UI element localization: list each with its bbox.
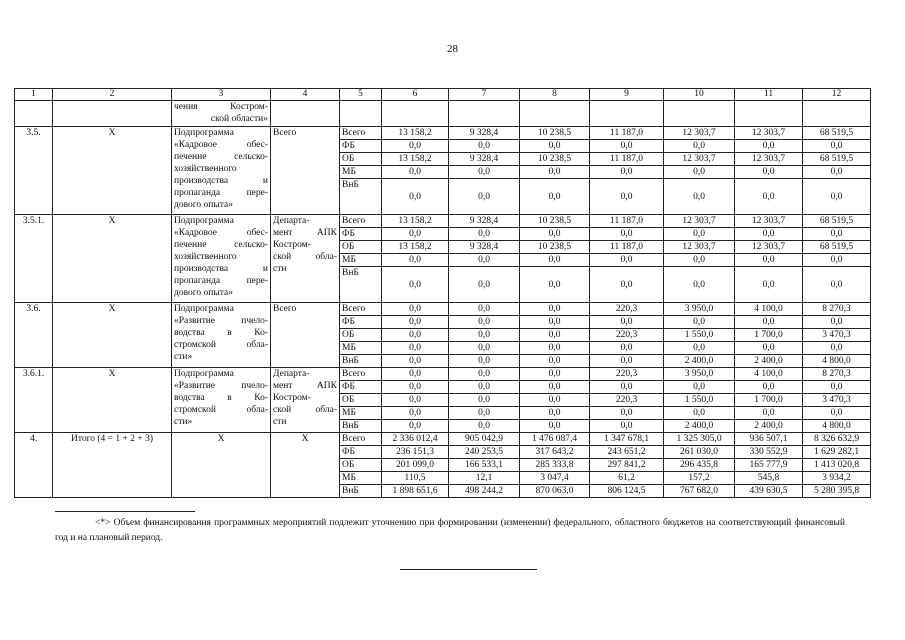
amount-cell: 9 328,4 [449,153,520,166]
amount-cell: 0,0 [664,267,735,303]
amount-cell: 2 400,0 [735,420,803,433]
name-line: «Развитие пчело- [174,381,268,391]
amount-cell: 767 682,0 [664,485,735,498]
subprogram-name [172,215,271,303]
amount-cell: 261 030,0 [664,446,735,459]
funding-source: ОБ [340,241,382,254]
name-line: печение сельско- [174,152,268,162]
amount-cell: 11 187,0 [590,127,664,140]
col-header: 2 [53,89,172,101]
amount-cell: 165 777,9 [735,459,803,472]
name-line: ской области» [210,114,268,124]
amount-cell: 0,0 [803,254,871,267]
amount-cell: 0,0 [590,228,664,241]
amount-cell: 13 158,2 [382,153,449,166]
subprogram-name [172,368,271,433]
amount-cell: 0,0 [590,381,664,394]
executor [271,368,340,433]
name-line: водства в Ко- [174,393,268,403]
name-line: чения Костром- [174,102,268,112]
amount-cell: 0,0 [382,420,449,433]
amount-cell: 0,0 [735,140,803,153]
amount-cell: 11 187,0 [590,241,664,254]
amount-cell: 0,0 [520,394,590,407]
amount-cell: 0,0 [520,420,590,433]
amount-cell: 0,0 [449,303,520,316]
amount-cell: 0,0 [449,381,520,394]
subprogram-name [172,127,271,215]
col-header: 8 [520,89,590,101]
executor-line: ской обла- [273,252,337,262]
row-code: Х [53,215,172,303]
amount-cell: 12 303,7 [664,215,735,228]
amount-cell: 3 950,0 [664,303,735,316]
amount-cell: 220,3 [590,329,664,342]
name-line: сти» [174,352,193,362]
row-number: 3.6.1. [15,368,53,433]
amount-cell: 0,0 [520,166,590,179]
funding-source: ОБ [340,459,382,472]
amount-cell: 0,0 [590,267,664,303]
amount-cell: 220,3 [590,303,664,316]
amount-cell: 0,0 [382,381,449,394]
executor [271,303,340,368]
funding-source: ВнБ [340,485,382,498]
name-line: Подпрограмма [174,216,234,226]
amount-cell: 0,0 [803,407,871,420]
funding-source: ФБ [340,316,382,329]
executor-line: сти [273,417,287,427]
amount-cell: 68 519,5 [803,241,871,254]
executor [271,215,340,303]
amount-cell: 0,0 [382,254,449,267]
executor-line: мент АПК [273,381,337,391]
amount-cell: 1 550,0 [664,329,735,342]
funding-source: ВнБ [340,179,382,215]
amount-cell: 439 630,5 [735,485,803,498]
amount-cell: 870 063,0 [520,485,590,498]
header-row [15,89,871,101]
amount-cell: 0,0 [664,140,735,153]
amount-cell: 201 099,0 [382,459,449,472]
executor-line: Департа- [273,216,310,226]
amount-cell: 0,0 [735,342,803,355]
amount-cell: 61,2 [590,472,664,485]
amount-cell: 0,0 [735,267,803,303]
row-number: 3.5. [15,127,53,215]
amount-cell: 0,0 [382,140,449,153]
col-header: 6 [382,89,449,101]
continuation-row [15,101,871,127]
funding-source: МБ [340,166,382,179]
funding-source: Всего [340,215,382,228]
funding-source: ФБ [340,228,382,241]
amount-cell: 12,1 [449,472,520,485]
funding-source: ВнБ [340,267,382,303]
amount-cell: 0,0 [520,179,590,215]
executor [271,127,340,215]
funding-source: МБ [340,472,382,485]
name-line: хозяйственного [174,164,237,174]
amount-cell: 0,0 [449,166,520,179]
row-code: Х [53,368,172,433]
amount-cell: 9 328,4 [449,215,520,228]
amount-cell: 0,0 [382,303,449,316]
amount-cell: 1 325 305,0 [664,433,735,446]
amount-cell: 1 629 282,1 [803,446,871,459]
amount-cell: 545,8 [735,472,803,485]
name-line: сти» [174,417,193,427]
amount-cell: 0,0 [520,316,590,329]
name-line: стромской обла- [174,340,268,350]
amount-cell: 12 303,7 [664,241,735,254]
amount-cell: 0,0 [449,329,520,342]
amount-cell: 0,0 [664,166,735,179]
amount-cell: 0,0 [449,316,520,329]
amount-cell: 0,0 [735,166,803,179]
row-code: Х [53,127,172,215]
col-header: 1 [15,89,53,101]
amount-cell: 12 303,7 [735,215,803,228]
amount-cell: 13 158,2 [382,241,449,254]
amount-cell: 68 519,5 [803,127,871,140]
col-header: 4 [271,89,340,101]
name-line: пропаганда пере- [174,276,268,286]
amount-cell: 0,0 [664,254,735,267]
row-number: 4. [15,433,53,498]
amount-cell: 1 700,0 [735,394,803,407]
funding-source: МБ [340,407,382,420]
amount-cell: 3 047,4 [520,472,590,485]
name-line: Подпрограмма [174,369,234,379]
amount-cell: 0,0 [520,228,590,241]
continuation-name [172,101,271,127]
executor-line: Х [301,434,309,444]
page-number: 28 [447,43,458,55]
amount-cell: 0,0 [590,140,664,153]
amount-cell: 68 519,5 [803,215,871,228]
amount-cell: 0,0 [590,407,664,420]
name-line: «Развитие пчело- [174,316,268,326]
amount-cell: 2 336 012,4 [382,433,449,446]
executor-line: мент АПК [273,228,337,238]
amount-cell: 10 238,5 [520,215,590,228]
executor-line: Костром- [273,393,311,403]
funding-source: ФБ [340,446,382,459]
amount-cell: 330 552,9 [735,446,803,459]
amount-cell: 220,3 [590,394,664,407]
amount-cell: 0,0 [449,140,520,153]
financing-table [14,88,871,498]
amount-cell: 0,0 [449,368,520,381]
name-line: Подпрограмма [174,128,234,138]
amount-cell: 1 550,0 [664,394,735,407]
amount-cell: 12 303,7 [735,153,803,166]
executor-line: Всего [273,128,297,138]
amount-cell: 0,0 [382,368,449,381]
executor-line: ской обла- [273,405,337,415]
col-header: 5 [340,89,382,101]
amount-cell: 0,0 [735,254,803,267]
subprogram-name [172,303,271,368]
amount-cell: 2 400,0 [664,355,735,368]
amount-cell: 12 303,7 [735,127,803,140]
row-code: Х [53,303,172,368]
amount-cell: 0,0 [664,316,735,329]
amount-cell: 110,5 [382,472,449,485]
amount-cell: 11 187,0 [590,215,664,228]
name-line: производства и [174,176,268,186]
amount-cell: 806 124,5 [590,485,664,498]
amount-cell: 0,0 [449,179,520,215]
amount-cell: 10 238,5 [520,127,590,140]
amount-cell: 3 934,2 [803,472,871,485]
amount-cell: 2 400,0 [664,420,735,433]
funding-source: ВнБ [340,420,382,433]
amount-cell: 1 347 678,1 [590,433,664,446]
row-number: 3.5.1. [15,215,53,303]
amount-cell: 0,0 [590,420,664,433]
table-row [15,433,871,446]
amount-cell: 0,0 [449,267,520,303]
name-line: Подпрограмма [174,304,234,314]
amount-cell: 0,0 [520,381,590,394]
amount-cell: 0,0 [449,420,520,433]
amount-cell: 0,0 [803,381,871,394]
amount-cell: 12 303,7 [664,153,735,166]
name-line: дового опыта» [174,288,233,298]
executor [271,433,340,498]
amount-cell: 0,0 [449,228,520,241]
amount-cell: 0,0 [590,316,664,329]
amount-cell: 3 470,3 [803,394,871,407]
amount-cell: 236 151,3 [382,446,449,459]
amount-cell: 0,0 [520,267,590,303]
amount-cell: 905 042,9 [449,433,520,446]
name-line: дового опыта» [174,200,233,210]
amount-cell: 13 158,2 [382,127,449,140]
row-code: Итого (4 = 1 + 2 + 3) [53,433,172,498]
amount-cell: 0,0 [382,228,449,241]
amount-cell: 5 280 395,8 [803,485,871,498]
amount-cell: 285 333,8 [520,459,590,472]
amount-cell: 3 470,3 [803,329,871,342]
amount-cell: 1 476 087,4 [520,433,590,446]
amount-cell: 4 100,0 [735,303,803,316]
amount-cell: 0,0 [520,368,590,381]
col-header: 12 [803,89,871,101]
footnote-rule [55,511,195,512]
amount-cell: 296 435,8 [664,459,735,472]
name-line: водства в Ко- [174,328,268,338]
executor-line: Департа- [273,369,310,379]
amount-cell: 0,0 [803,166,871,179]
amount-cell: 0,0 [803,342,871,355]
funding-source: ВнБ [340,355,382,368]
amount-cell: 0,0 [520,140,590,153]
funding-source: Всего [340,303,382,316]
table-row [15,368,871,381]
name-line: хозяйственного [174,252,237,262]
amount-cell: 0,0 [382,179,449,215]
col-header: 9 [590,89,664,101]
amount-cell: 9 328,4 [449,241,520,254]
name-line: «Кадровое обес- [174,228,268,238]
amount-cell: 0,0 [520,303,590,316]
amount-cell: 0,0 [735,407,803,420]
subprogram-name [172,433,271,498]
amount-cell: 297 841,2 [590,459,664,472]
amount-cell: 0,0 [590,179,664,215]
amount-cell: 0,0 [735,381,803,394]
col-header: 10 [664,89,735,101]
amount-cell: 936 507,1 [735,433,803,446]
amount-cell: 166 533,1 [449,459,520,472]
funding-source: МБ [340,342,382,355]
funding-source: ОБ [340,329,382,342]
amount-cell: 10 238,5 [520,241,590,254]
amount-cell: 0,0 [382,342,449,355]
amount-cell: 0,0 [382,355,449,368]
amount-cell: 0,0 [449,394,520,407]
amount-cell: 1 413 020,8 [803,459,871,472]
amount-cell: 10 238,5 [520,153,590,166]
name-line: производства и [174,264,268,274]
amount-cell: 0,0 [803,140,871,153]
amount-cell: 4 100,0 [735,368,803,381]
amount-cell: 4 800,0 [803,420,871,433]
amount-cell: 0,0 [382,316,449,329]
amount-cell: 317 643,2 [520,446,590,459]
row-number: 3.6. [15,303,53,368]
funding-source: ОБ [340,153,382,166]
amount-cell: 0,0 [590,355,664,368]
amount-cell: 68 519,5 [803,153,871,166]
amount-cell: 0,0 [735,228,803,241]
amount-cell: 0,0 [520,254,590,267]
amount-cell: 12 303,7 [664,127,735,140]
amount-cell: 498 244,2 [449,485,520,498]
funding-source: ФБ [340,381,382,394]
amount-cell: 2 400,0 [735,355,803,368]
amount-cell: 0,0 [382,329,449,342]
amount-cell: 0,0 [382,267,449,303]
end-rule [400,569,537,570]
executor-line: Всего [273,304,297,314]
col-header: 7 [449,89,520,101]
amount-cell: 0,0 [382,394,449,407]
funding-source: Всего [340,127,382,140]
amount-cell: 1 898 651,6 [382,485,449,498]
amount-cell: 9 328,4 [449,127,520,140]
amount-cell: 0,0 [590,254,664,267]
amount-cell: 13 158,2 [382,215,449,228]
table-row [15,303,871,316]
amount-cell: 0,0 [520,407,590,420]
name-line: печение сельско- [174,240,268,250]
amount-cell: 0,0 [590,166,664,179]
name-line: Х [217,434,225,444]
amount-cell: 0,0 [664,381,735,394]
funding-source: ОБ [340,394,382,407]
executor-line: сти [273,264,287,274]
amount-cell: 0,0 [590,342,664,355]
funding-source: Всего [340,433,382,446]
amount-cell: 0,0 [803,179,871,215]
amount-cell: 0,0 [449,407,520,420]
amount-cell: 11 187,0 [590,153,664,166]
amount-cell: 0,0 [803,316,871,329]
amount-cell: 0,0 [520,355,590,368]
amount-cell: 0,0 [449,355,520,368]
footnote: <*> Объем финансирования программных мероприятий подлежит уточнению при формировании (изменении) федерального, областного бюджетов на соответствующий финансовый год и на плановый период. [55,518,845,543]
amount-cell: 0,0 [803,267,871,303]
funding-source: Всего [340,368,382,381]
amount-cell: 1 700,0 [735,329,803,342]
name-line: пропаганда пере- [174,188,268,198]
amount-cell: 243 651,2 [590,446,664,459]
amount-cell: 12 303,7 [735,241,803,254]
amount-cell: 0,0 [803,228,871,241]
funding-source: ФБ [340,140,382,153]
table-row [15,127,871,140]
amount-cell: 8 270,3 [803,368,871,381]
table-row [15,215,871,228]
amount-cell: 220,3 [590,368,664,381]
amount-cell: 157,2 [664,472,735,485]
name-line: «Кадровое обес- [174,140,268,150]
amount-cell: 0,0 [735,179,803,215]
amount-cell: 0,0 [449,254,520,267]
amount-cell: 0,0 [520,329,590,342]
amount-cell: 0,0 [664,228,735,241]
amount-cell: 0,0 [735,316,803,329]
amount-cell: 0,0 [382,166,449,179]
amount-cell: 8 270,3 [803,303,871,316]
amount-cell: 8 326 632,9 [803,433,871,446]
amount-cell: 0,0 [664,407,735,420]
amount-cell: 0,0 [520,342,590,355]
amount-cell: 3 950,0 [664,368,735,381]
amount-cell: 0,0 [664,179,735,215]
amount-cell: 0,0 [382,407,449,420]
col-header: 3 [172,89,271,101]
funding-source: МБ [340,254,382,267]
amount-cell: 0,0 [449,342,520,355]
executor-line: Костром- [273,240,311,250]
amount-cell: 0,0 [664,342,735,355]
name-line: стромской обла- [174,405,268,415]
col-header: 11 [735,89,803,101]
amount-cell: 240 253,5 [449,446,520,459]
amount-cell: 4 800,0 [803,355,871,368]
